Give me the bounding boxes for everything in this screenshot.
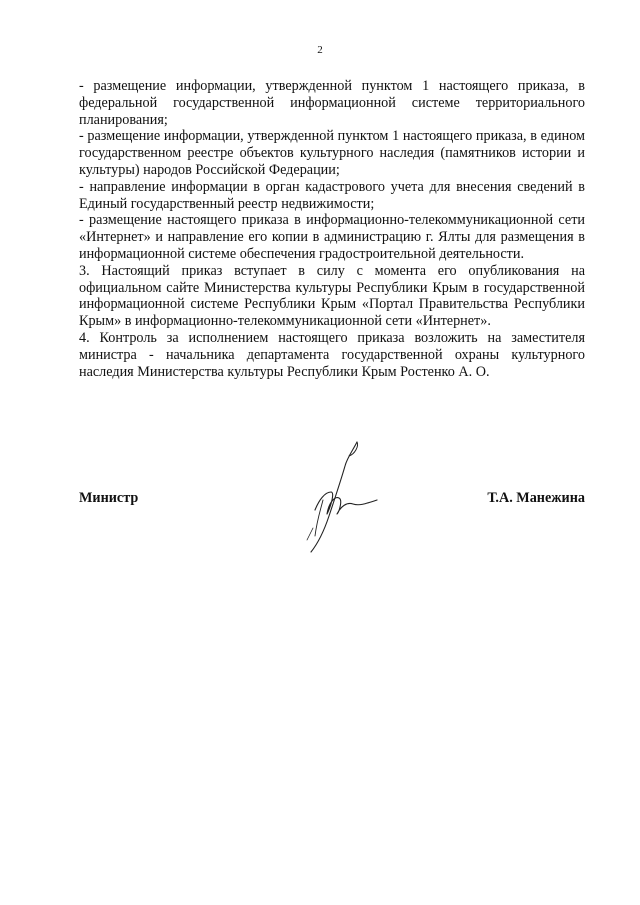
paragraph-heritage-registry: - размещение информации, утвержденной пунктом 1 настоящего приказа, в едином государственном реестре объектов культурного наследия (памятников истории и культуры) народов Российской Федерации;	[79, 128, 585, 178]
order-body	[79, 78, 585, 380]
paragraph-control: 4. Контроль за исполнением настоящего приказа возложить на заместителя министра - начальника департамента государственной охраны культурного наследия Министерства культуры Республики Крым Ростенко А. О.	[79, 329, 585, 380]
handwritten-signature	[295, 440, 385, 560]
paragraph-internet-publication: - размещение настоящего приказа в информационно-телекоммуникационной сети «Интернет» и направление его копии в администрацию г. Ялты для размещения в информационной системе обеспечения градостроительной деятельности.	[79, 212, 585, 262]
signatory-name: Т.А. Манежина	[487, 490, 585, 506]
paragraph-fgis-tp: - размещение информации, утвержденной пунктом 1 настоящего приказа, в федеральной государственной информационной системе территориального планирования;	[79, 78, 585, 128]
signatory-title: Министр	[79, 490, 139, 506]
paragraph-cadastral: - направление информации в орган кадастрового учета для внесения сведений в Единый государственный реестр недвижимости;	[79, 178, 585, 212]
page-number: 2	[317, 44, 323, 56]
paragraph-effective-date: 3. Настоящий приказ вступает в силу с момента его опубликования на официальном сайте Министерства культуры Республики Крым в государственной информационной системе Республики Крым «Портал Правительства Республики Крым» в информационно-телекоммуникационной сети «Интернет».	[79, 262, 585, 330]
